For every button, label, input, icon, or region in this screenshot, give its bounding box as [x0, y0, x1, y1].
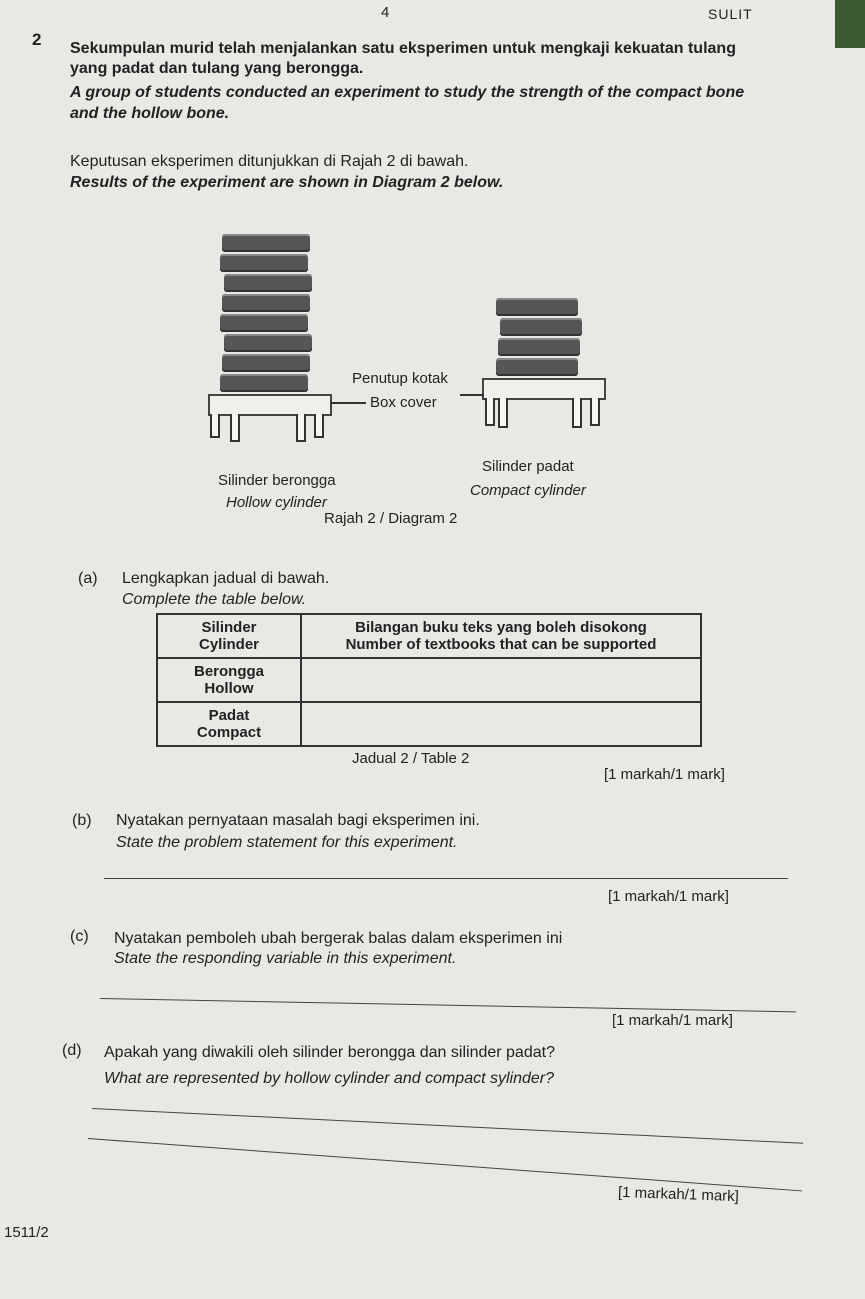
row-hollow-en: Hollow [204, 680, 254, 697]
table-caption: Jadual 2 / Table 2 [352, 750, 470, 767]
textbook [224, 334, 312, 352]
box-cover-pointer-right [460, 394, 484, 396]
question-number: 2 [32, 30, 42, 49]
part-a-mark: [1 markah/1 mark] [604, 766, 725, 783]
diagram-caption: Rajah 2 / Diagram 2 [324, 510, 458, 527]
col-cylinder-ms: Silinder [201, 619, 257, 636]
part-b-mark: [1 markah/1 mark] [608, 888, 729, 905]
part-d-answer-line-2[interactable] [88, 1138, 802, 1191]
col-textbooks-header [301, 614, 701, 658]
part-d-text-ms: Apakah yang diwakili oleh silinder berongga dan silinder padat? [104, 1044, 555, 1061]
page-corner [835, 0, 865, 48]
part-a-text-ms: Lengkapkan jadual di bawah. [122, 570, 330, 587]
classification-label: SULIT [708, 6, 753, 22]
textbook [496, 358, 578, 376]
part-c-text-en: State the responding variable in this experiment. [114, 950, 457, 967]
hollow-cylinder-label-ms: Silinder berongga [218, 472, 336, 489]
box-cover-label-en: Box cover [370, 394, 437, 411]
row-compact-label [157, 702, 301, 746]
intro-en-line-2: and the hollow bone. [70, 105, 230, 122]
row-hollow-ms: Berongga [193, 663, 264, 680]
col-textbooks-en: Number of textbooks that can be supported [345, 636, 657, 653]
intro-ms-line-1: Sekumpulan murid telah menjalankan satu eksperimen untuk mengkaji kekuatan tulang [70, 40, 736, 57]
table-2 [156, 613, 702, 747]
part-b-text-en: State the problem statement for this experiment. [116, 834, 458, 851]
textbook [220, 374, 308, 392]
part-a-text-en: Complete the table below. [122, 591, 307, 608]
compact-leg-4 [590, 398, 600, 426]
results-ms: Keputusan eksperimen ditunjukkan di Rajah 2 di bawah. [70, 153, 469, 170]
part-d-label: (d) [62, 1042, 82, 1059]
table-row [157, 658, 701, 702]
answer-cell-hollow[interactable] [301, 658, 701, 702]
compact-cylinder-label-en: Compact cylinder [470, 482, 586, 499]
diagram-2 [200, 218, 630, 528]
results-en: Results of the experiment are shown in Diagram 2 below. [70, 174, 504, 191]
page-number: 4 [381, 4, 390, 21]
part-c-label: (c) [70, 928, 89, 945]
textbook [500, 318, 582, 336]
intro-en-line-1: A group of students conducted an experiment to study the strength of the compact bone [70, 84, 745, 101]
table-row [157, 702, 701, 746]
box-cover-pointer-left [330, 402, 366, 404]
hollow-box-cover [208, 394, 332, 416]
compact-cylinder-label-ms: Silinder padat [482, 458, 574, 475]
row-compact-en: Compact [196, 724, 262, 741]
part-d-mark: [1 markah/1 mark] [617, 1183, 740, 1206]
intro-ms-line-2: yang padat dan tulang yang berongga. [70, 60, 364, 77]
compact-box-cover [482, 378, 606, 400]
part-d-answer-line-1[interactable] [92, 1108, 803, 1144]
part-c-answer-line[interactable] [100, 998, 796, 1012]
answer-cell-compact[interactable] [301, 702, 701, 746]
hollow-leg-2 [230, 414, 240, 442]
part-c-mark: [1 markah/1 mark] [612, 1012, 733, 1029]
col-cylinder-en: Cylinder [198, 636, 259, 653]
col-cylinder-header [157, 614, 301, 658]
box-cover-label-ms: Penutup kotak [352, 370, 448, 387]
textbook [222, 294, 310, 312]
compact-leg-2 [498, 398, 508, 428]
part-b-answer-line[interactable] [104, 878, 788, 879]
textbook [222, 354, 310, 372]
part-b-text-ms: Nyatakan pernyataan masalah bagi eksperimen ini. [116, 812, 480, 829]
hollow-leg-4 [314, 414, 324, 438]
table-header-row [157, 614, 701, 658]
hollow-cylinder-label-en: Hollow cylinder [226, 494, 327, 511]
textbook [222, 234, 310, 252]
textbook [498, 338, 580, 356]
part-d-text-en: What are represented by hollow cylinder and compact sylinder? [104, 1070, 555, 1087]
paper-code: 1511/2 [4, 1224, 49, 1241]
textbook [496, 298, 578, 316]
hollow-leg-1 [210, 414, 220, 438]
textbook [220, 314, 308, 332]
part-b-label: (b) [72, 812, 92, 829]
textbook [220, 254, 308, 272]
compact-leg-3 [572, 398, 582, 428]
textbook [224, 274, 312, 292]
row-hollow-label [157, 658, 301, 702]
col-textbooks-ms: Bilangan buku teks yang boleh disokong [355, 619, 647, 636]
row-compact-ms: Padat [208, 707, 250, 724]
compact-leg-1 [485, 398, 495, 426]
hollow-leg-3 [296, 414, 306, 442]
part-a-label: (a) [78, 570, 98, 587]
part-c-text-ms: Nyatakan pemboleh ubah bergerak balas dalam eksperimen ini [114, 930, 563, 947]
